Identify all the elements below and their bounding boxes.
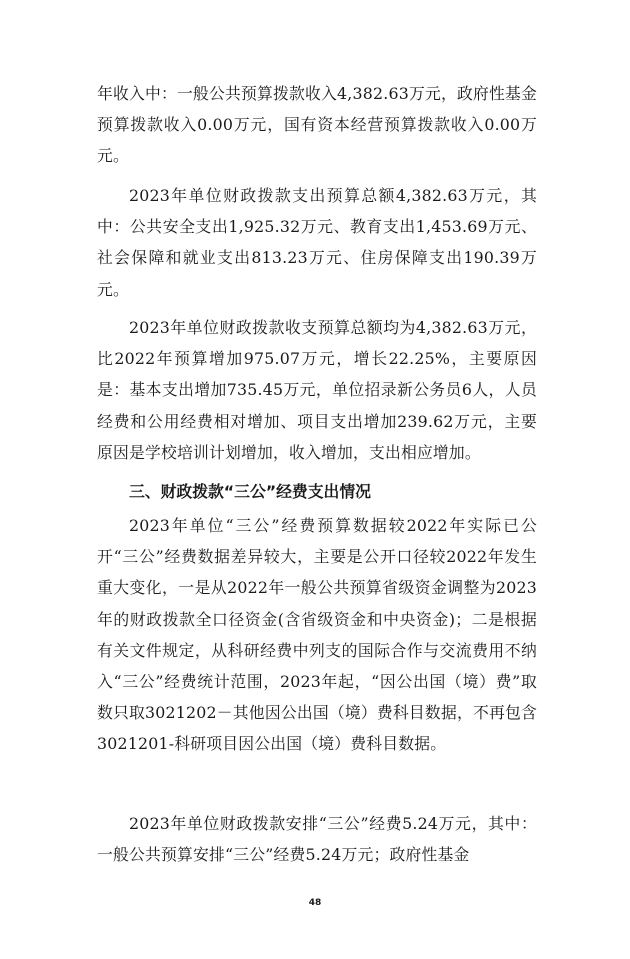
paragraph-three-public-changes: 2023年单位“三公”经费预算数据较2022年实际已公开“三公”经费数据差异较大，主要是公开口径较2022年发生重大变化，一是从2022年一般公共预算省级资金调整为2023年的财政拨款全口径资金(含省级资金和中央资金)；二是根据有关文件规定，从科研经费中列支的国际合作与交流费用不纳入“三公”经费统计范围，2023年起，“因公出国（境）费”取数只取3021202－其他因公出国（境）费科目数据，不再包含3021201-科研项目因公出国（境）费科目数据。: [97, 516, 537, 754]
paragraph-income-breakdown: 年收入中：一般公共预算拨款收入4,382.63万元，政府性基金预算拨款收入0.00万元，国有资本经营预算拨款收入0.00万元。: [97, 84, 537, 166]
page-number: 48: [308, 898, 322, 908]
paragraph-budget-change: 2023年单位财政拨款收支预算总额均为4,382.63万元，比2022年预算增加975.07万元，增长22.25%，主要原因是：基本支出增加735.45万元，单位招录新公务员6人，人员经费和公用经费相对增加、项目支出增加239.62万元，主要原因是学校培训计划增加，收入增加，支出相应增加。: [97, 318, 537, 462]
paragraph-three-public-funding: 2023年单位财政拨款安排“三公”经费5.24万元，其中：一般公共预算安排“三公”经费5.24万元；政府性基金: [97, 814, 537, 865]
paragraph-expenditure-budget: 2023年单位财政拨款支出预算总额4,382.63万元，其中：公共安全支出1,925.32万元、教育支出1,453.69万元、社会保障和就业支出813.23万元、住房保障支出190.39万元。: [97, 186, 537, 299]
section-heading: 三、财政拨款“三公”经费支出情况: [129, 482, 371, 501]
